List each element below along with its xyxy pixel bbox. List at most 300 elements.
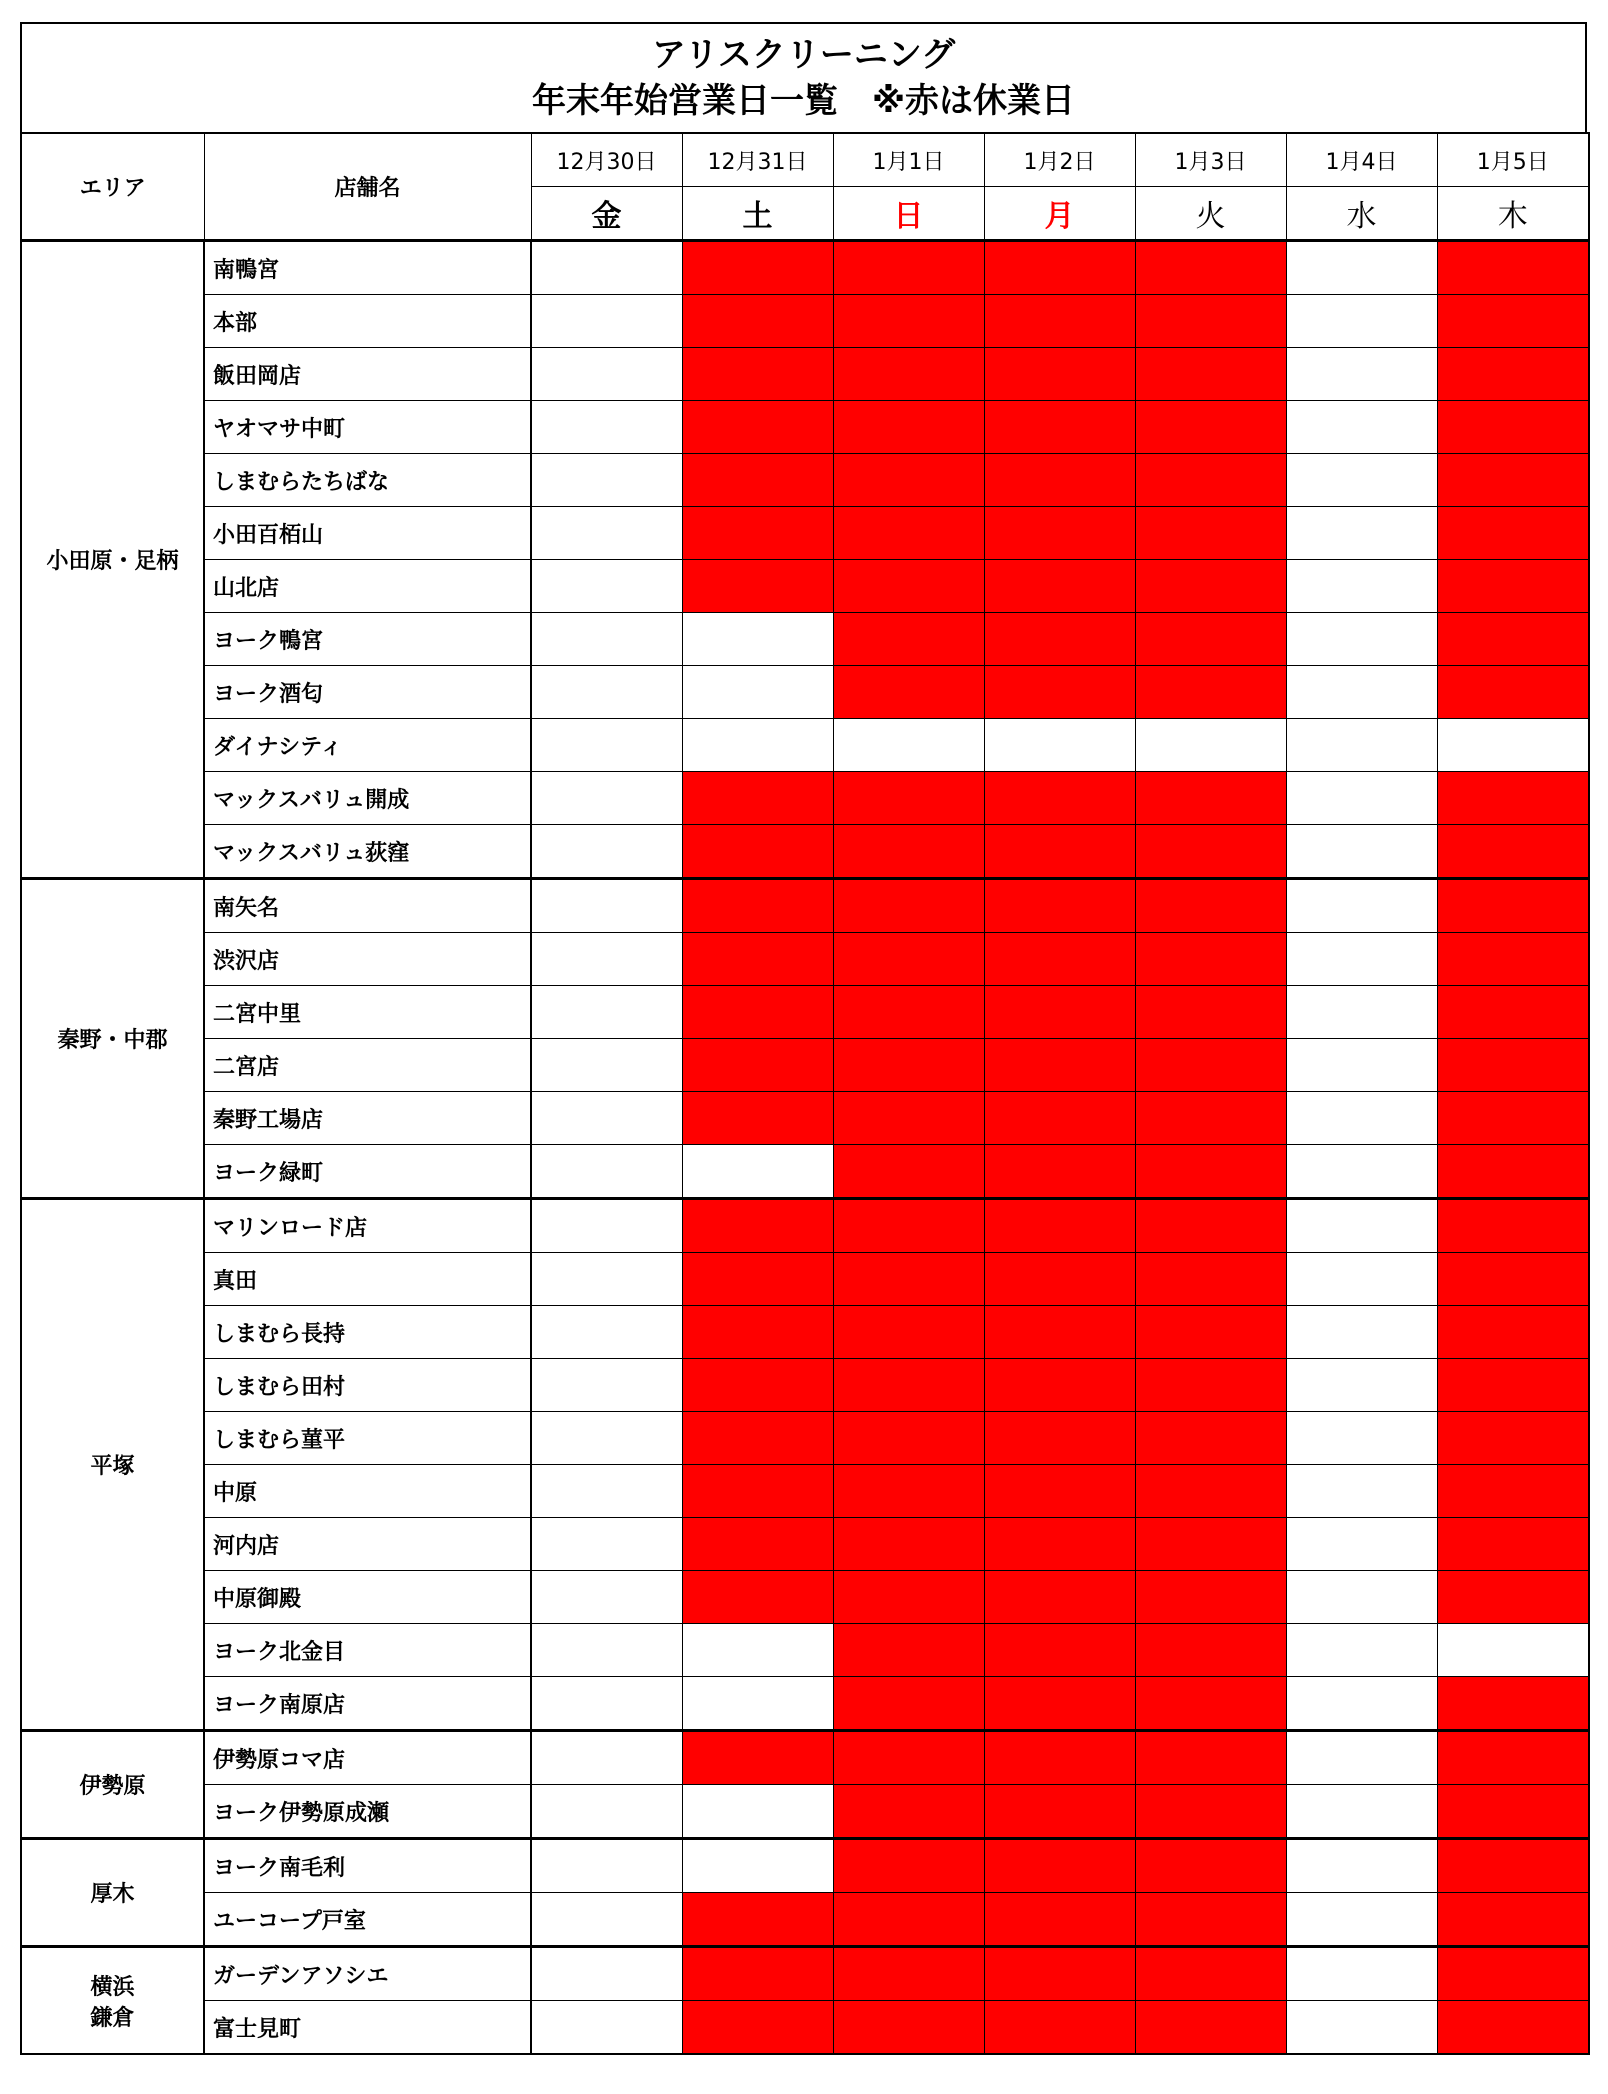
closed-day-cell — [984, 241, 1135, 295]
store-name: 中原御殿 — [204, 1571, 531, 1624]
closed-day-cell — [984, 1947, 1135, 2001]
open-day-cell — [531, 2001, 682, 2055]
open-day-cell — [531, 879, 682, 933]
closed-day-cell — [1135, 1893, 1286, 1947]
closed-day-cell — [682, 879, 833, 933]
closed-day-cell — [984, 1253, 1135, 1306]
open-day-cell — [682, 1677, 833, 1731]
closed-day-cell — [833, 295, 984, 348]
closed-day-cell — [984, 1306, 1135, 1359]
open-day-cell — [682, 1624, 833, 1677]
store-name: 富士見町 — [204, 2001, 531, 2055]
store-row — [21, 719, 1589, 772]
open-day-cell — [531, 613, 682, 666]
closed-day-cell — [833, 1092, 984, 1145]
area-name: 伊勢原 — [21, 1731, 204, 1839]
closed-day-cell — [984, 666, 1135, 719]
store-row — [21, 1306, 1589, 1359]
closed-day-cell — [1437, 2001, 1589, 2055]
closed-day-cell — [1437, 1893, 1589, 1947]
header-weekday: 火 — [1135, 187, 1286, 241]
closed-day-cell — [1437, 879, 1589, 933]
store-row — [21, 879, 1589, 933]
store-name: 山北店 — [204, 560, 531, 613]
open-day-cell — [1135, 719, 1286, 772]
open-day-cell — [531, 454, 682, 507]
closed-day-cell — [984, 1785, 1135, 1839]
closed-day-cell — [833, 401, 984, 454]
open-day-cell — [984, 719, 1135, 772]
open-day-cell — [1286, 1731, 1437, 1785]
store-row — [21, 1412, 1589, 1465]
closed-day-cell — [833, 1785, 984, 1839]
store-row — [21, 1571, 1589, 1624]
store-name: ユーコープ戸室 — [204, 1893, 531, 1947]
closed-day-cell — [1135, 1359, 1286, 1412]
open-day-cell — [531, 1359, 682, 1412]
closed-day-cell — [833, 1199, 984, 1253]
closed-day-cell — [1135, 241, 1286, 295]
closed-day-cell — [833, 772, 984, 825]
closed-day-cell — [682, 507, 833, 560]
closed-day-cell — [682, 1731, 833, 1785]
closed-day-cell — [984, 1199, 1135, 1253]
store-name: 渋沢店 — [204, 933, 531, 986]
open-day-cell — [1286, 1677, 1437, 1731]
closed-day-cell — [1135, 1571, 1286, 1624]
closed-day-cell — [833, 2001, 984, 2055]
open-day-cell — [1286, 348, 1437, 401]
store-row — [21, 1785, 1589, 1839]
closed-day-cell — [682, 1199, 833, 1253]
store-name: 二宮店 — [204, 1039, 531, 1092]
closed-day-cell — [1437, 454, 1589, 507]
closed-day-cell — [1437, 1039, 1589, 1092]
open-day-cell — [531, 1039, 682, 1092]
open-day-cell — [531, 719, 682, 772]
closed-day-cell — [984, 1893, 1135, 1947]
closed-day-cell — [1437, 1947, 1589, 2001]
open-day-cell — [531, 241, 682, 295]
closed-day-cell — [833, 1893, 984, 1947]
store-name: 中原 — [204, 1465, 531, 1518]
open-day-cell — [682, 613, 833, 666]
open-day-cell — [531, 1624, 682, 1677]
closed-day-cell — [984, 1677, 1135, 1731]
open-day-cell — [531, 295, 682, 348]
open-day-cell — [1286, 986, 1437, 1039]
open-day-cell — [682, 1145, 833, 1199]
store-name: マックスバリュ荻窪 — [204, 825, 531, 879]
open-day-cell — [1286, 666, 1437, 719]
open-day-cell — [1286, 1039, 1437, 1092]
open-day-cell — [531, 1947, 682, 2001]
closed-day-cell — [1437, 825, 1589, 879]
store-row — [21, 1518, 1589, 1571]
closed-day-cell — [984, 1571, 1135, 1624]
closed-day-cell — [1437, 1412, 1589, 1465]
open-day-cell — [531, 1306, 682, 1359]
open-day-cell — [531, 772, 682, 825]
area-name: 秦野・中郡 — [21, 879, 204, 1199]
closed-day-cell — [1437, 1199, 1589, 1253]
closed-day-cell — [833, 1306, 984, 1359]
closed-day-cell — [1135, 613, 1286, 666]
header-date: 1月5日 — [1437, 133, 1589, 187]
closed-day-cell — [833, 241, 984, 295]
closed-day-cell — [984, 1731, 1135, 1785]
store-row — [21, 1465, 1589, 1518]
closed-day-cell — [1437, 1253, 1589, 1306]
closed-day-cell — [1437, 295, 1589, 348]
closed-day-cell — [984, 295, 1135, 348]
closed-day-cell — [682, 401, 833, 454]
closed-day-cell — [1437, 772, 1589, 825]
store-row — [21, 1039, 1589, 1092]
store-row — [21, 348, 1589, 401]
store-name: しまむら長持 — [204, 1306, 531, 1359]
open-day-cell — [1286, 1785, 1437, 1839]
open-day-cell — [1286, 560, 1437, 613]
store-row — [21, 1893, 1589, 1947]
open-day-cell — [1437, 719, 1589, 772]
closed-day-cell — [1437, 1839, 1589, 1893]
header-date: 1月3日 — [1135, 133, 1286, 187]
store-name: ガーデンアソシエ — [204, 1947, 531, 2001]
closed-day-cell — [984, 1518, 1135, 1571]
closed-day-cell — [1135, 2001, 1286, 2055]
header-date: 1月4日 — [1286, 133, 1437, 187]
store-row — [21, 2001, 1589, 2055]
store-row — [21, 1731, 1589, 1785]
open-day-cell — [531, 1092, 682, 1145]
header-date-row — [21, 133, 1589, 187]
closed-day-cell — [984, 401, 1135, 454]
open-day-cell — [531, 1571, 682, 1624]
closed-day-cell — [1437, 1145, 1589, 1199]
open-day-cell — [1286, 1145, 1437, 1199]
closed-day-cell — [1135, 1785, 1286, 1839]
area-name: 厚木 — [21, 1839, 204, 1947]
closed-day-cell — [1135, 1839, 1286, 1893]
closed-day-cell — [833, 1571, 984, 1624]
open-day-cell — [531, 560, 682, 613]
open-day-cell — [1286, 1253, 1437, 1306]
store-name: 南鴨宮 — [204, 241, 531, 295]
closed-day-cell — [984, 348, 1135, 401]
open-day-cell — [682, 1785, 833, 1839]
closed-day-cell — [682, 825, 833, 879]
closed-day-cell — [984, 560, 1135, 613]
closed-day-cell — [1135, 825, 1286, 879]
closed-day-cell — [833, 666, 984, 719]
open-day-cell — [1286, 825, 1437, 879]
closed-day-cell — [1135, 560, 1286, 613]
title-box — [20, 22, 1587, 132]
closed-day-cell — [682, 1253, 833, 1306]
closed-day-cell — [1135, 1253, 1286, 1306]
open-day-cell — [1286, 295, 1437, 348]
open-day-cell — [531, 933, 682, 986]
closed-day-cell — [1437, 507, 1589, 560]
store-row — [21, 1199, 1589, 1253]
closed-day-cell — [1135, 1465, 1286, 1518]
store-row — [21, 772, 1589, 825]
closed-day-cell — [1437, 1359, 1589, 1412]
closed-day-cell — [833, 613, 984, 666]
closed-day-cell — [682, 348, 833, 401]
store-row — [21, 986, 1589, 1039]
store-row — [21, 666, 1589, 719]
open-day-cell — [1286, 1359, 1437, 1412]
closed-day-cell — [682, 2001, 833, 2055]
closed-day-cell — [833, 1253, 984, 1306]
header-date: 1月2日 — [984, 133, 1135, 187]
header-weekday-holiday: 日 — [833, 187, 984, 241]
closed-day-cell — [682, 1465, 833, 1518]
closed-day-cell — [682, 1306, 833, 1359]
header-date: 1月1日 — [833, 133, 984, 187]
open-day-cell — [1286, 933, 1437, 986]
closed-day-cell — [1135, 1306, 1286, 1359]
closed-day-cell — [682, 454, 833, 507]
closed-day-cell — [682, 772, 833, 825]
store-row — [21, 401, 1589, 454]
store-name: 飯田岡店 — [204, 348, 531, 401]
closed-day-cell — [682, 1412, 833, 1465]
open-day-cell — [1286, 1092, 1437, 1145]
header-area: エリア — [21, 133, 204, 241]
area-name: 平塚 — [21, 1199, 204, 1731]
open-day-cell — [1286, 1839, 1437, 1893]
closed-day-cell — [833, 1947, 984, 2001]
closed-day-cell — [833, 507, 984, 560]
store-row — [21, 1145, 1589, 1199]
open-day-cell — [1286, 1893, 1437, 1947]
open-day-cell — [531, 1677, 682, 1731]
closed-day-cell — [1437, 1092, 1589, 1145]
closed-day-cell — [1135, 666, 1286, 719]
closed-day-cell — [1437, 348, 1589, 401]
closed-day-cell — [1135, 348, 1286, 401]
closed-day-cell — [984, 613, 1135, 666]
store-row — [21, 825, 1589, 879]
store-name: マリンロード店 — [204, 1199, 531, 1253]
open-day-cell — [1286, 1624, 1437, 1677]
closed-day-cell — [984, 986, 1135, 1039]
store-name: 河内店 — [204, 1518, 531, 1571]
closed-day-cell — [682, 933, 833, 986]
closed-day-cell — [1437, 1677, 1589, 1731]
closed-day-cell — [1437, 1518, 1589, 1571]
store-row — [21, 1947, 1589, 2001]
store-row — [21, 1253, 1589, 1306]
store-row — [21, 1624, 1589, 1677]
schedule-sheet — [20, 22, 1587, 2055]
closed-day-cell — [1437, 1731, 1589, 1785]
closed-day-cell — [984, 2001, 1135, 2055]
store-name: 秦野工場店 — [204, 1092, 531, 1145]
area-name: 小田原・足柄 — [21, 241, 204, 879]
closed-day-cell — [682, 1571, 833, 1624]
closed-day-cell — [1135, 507, 1286, 560]
store-name: しまむら田村 — [204, 1359, 531, 1412]
store-name: しまむらたちばな — [204, 454, 531, 507]
closed-day-cell — [1135, 454, 1286, 507]
open-day-cell — [1437, 1624, 1589, 1677]
closed-day-cell — [682, 1518, 833, 1571]
closed-day-cell — [833, 348, 984, 401]
closed-day-cell — [984, 1624, 1135, 1677]
closed-day-cell — [1135, 1731, 1286, 1785]
open-day-cell — [531, 1893, 682, 1947]
header-weekday: 木 — [1437, 187, 1589, 241]
open-day-cell — [1286, 613, 1437, 666]
closed-day-cell — [833, 1412, 984, 1465]
closed-day-cell — [682, 560, 833, 613]
closed-day-cell — [1135, 986, 1286, 1039]
closed-day-cell — [833, 1839, 984, 1893]
closed-day-cell — [833, 1518, 984, 1571]
closed-day-cell — [984, 772, 1135, 825]
closed-day-cell — [984, 507, 1135, 560]
store-name: ヨーク鴨宮 — [204, 613, 531, 666]
open-day-cell — [1286, 454, 1437, 507]
closed-day-cell — [984, 1839, 1135, 1893]
closed-day-cell — [833, 1359, 984, 1412]
open-day-cell — [531, 401, 682, 454]
closed-day-cell — [833, 1039, 984, 1092]
schedule-body — [21, 241, 1589, 2055]
store-name: ヤオマサ中町 — [204, 401, 531, 454]
header-weekday: 金 — [531, 187, 682, 241]
open-day-cell — [1286, 719, 1437, 772]
closed-day-cell — [833, 1465, 984, 1518]
store-row — [21, 1359, 1589, 1412]
closed-day-cell — [682, 986, 833, 1039]
closed-day-cell — [1135, 1199, 1286, 1253]
store-name: ヨーク南原店 — [204, 1677, 531, 1731]
closed-day-cell — [1135, 1518, 1286, 1571]
store-name: しまむら菫平 — [204, 1412, 531, 1465]
open-day-cell — [531, 1253, 682, 1306]
closed-day-cell — [833, 825, 984, 879]
store-row — [21, 1092, 1589, 1145]
open-day-cell — [1286, 1412, 1437, 1465]
closed-day-cell — [984, 454, 1135, 507]
closed-day-cell — [682, 1359, 833, 1412]
closed-day-cell — [1135, 1145, 1286, 1199]
closed-day-cell — [984, 1092, 1135, 1145]
open-day-cell — [1286, 241, 1437, 295]
store-name: ヨーク南毛利 — [204, 1839, 531, 1893]
closed-day-cell — [984, 1359, 1135, 1412]
store-name: ヨーク伊勢原成瀬 — [204, 1785, 531, 1839]
store-name: ヨーク緑町 — [204, 1145, 531, 1199]
closed-day-cell — [682, 241, 833, 295]
closed-day-cell — [1437, 1571, 1589, 1624]
open-day-cell — [531, 666, 682, 719]
header-weekday-holiday: 月 — [984, 187, 1135, 241]
header-weekday: 水 — [1286, 187, 1437, 241]
closed-day-cell — [1437, 986, 1589, 1039]
closed-day-cell — [682, 1092, 833, 1145]
closed-day-cell — [1135, 772, 1286, 825]
open-day-cell — [531, 1518, 682, 1571]
open-day-cell — [1286, 1947, 1437, 2001]
closed-day-cell — [833, 933, 984, 986]
open-day-cell — [1286, 1518, 1437, 1571]
closed-day-cell — [682, 1039, 833, 1092]
open-day-cell — [531, 986, 682, 1039]
closed-day-cell — [682, 295, 833, 348]
closed-day-cell — [984, 879, 1135, 933]
closed-day-cell — [984, 1145, 1135, 1199]
store-name: ヨーク北金目 — [204, 1624, 531, 1677]
store-row — [21, 613, 1589, 666]
open-day-cell — [1286, 1199, 1437, 1253]
closed-day-cell — [833, 879, 984, 933]
closed-day-cell — [833, 1677, 984, 1731]
schedule-table — [20, 132, 1590, 2055]
store-name: 小田百栢山 — [204, 507, 531, 560]
closed-day-cell — [833, 560, 984, 613]
store-name: 真田 — [204, 1253, 531, 1306]
closed-day-cell — [833, 1624, 984, 1677]
open-day-cell — [1286, 507, 1437, 560]
closed-day-cell — [833, 1731, 984, 1785]
closed-day-cell — [1135, 1947, 1286, 2001]
closed-day-cell — [984, 1412, 1135, 1465]
open-day-cell — [682, 1839, 833, 1893]
store-row — [21, 241, 1589, 295]
closed-day-cell — [1437, 560, 1589, 613]
store-row — [21, 933, 1589, 986]
store-row — [21, 295, 1589, 348]
store-row — [21, 454, 1589, 507]
store-name: ダイナシティ — [204, 719, 531, 772]
closed-day-cell — [1135, 1039, 1286, 1092]
closed-day-cell — [1135, 1092, 1286, 1145]
closed-day-cell — [984, 1465, 1135, 1518]
open-day-cell — [1286, 2001, 1437, 2055]
open-day-cell — [531, 1839, 682, 1893]
title-subtitle: 年末年始営業日一覧 ※赤は休業日 — [531, 81, 1076, 121]
closed-day-cell — [1437, 241, 1589, 295]
header-store: 店舗名 — [204, 133, 531, 241]
open-day-cell — [531, 348, 682, 401]
closed-day-cell — [1437, 401, 1589, 454]
store-name: 本部 — [204, 295, 531, 348]
closed-day-cell — [1135, 1677, 1286, 1731]
closed-day-cell — [1135, 295, 1286, 348]
open-day-cell — [531, 507, 682, 560]
open-day-cell — [1286, 1306, 1437, 1359]
closed-day-cell — [984, 933, 1135, 986]
store-name: 南矢名 — [204, 879, 531, 933]
closed-day-cell — [1135, 933, 1286, 986]
closed-day-cell — [1437, 1785, 1589, 1839]
closed-day-cell — [1135, 401, 1286, 454]
area-name: 横浜 鎌倉 — [21, 1947, 204, 2055]
closed-day-cell — [833, 454, 984, 507]
closed-day-cell — [984, 1039, 1135, 1092]
store-row — [21, 560, 1589, 613]
closed-day-cell — [833, 1145, 984, 1199]
closed-day-cell — [1437, 1306, 1589, 1359]
store-name: マックスバリュ開成 — [204, 772, 531, 825]
open-day-cell — [682, 666, 833, 719]
